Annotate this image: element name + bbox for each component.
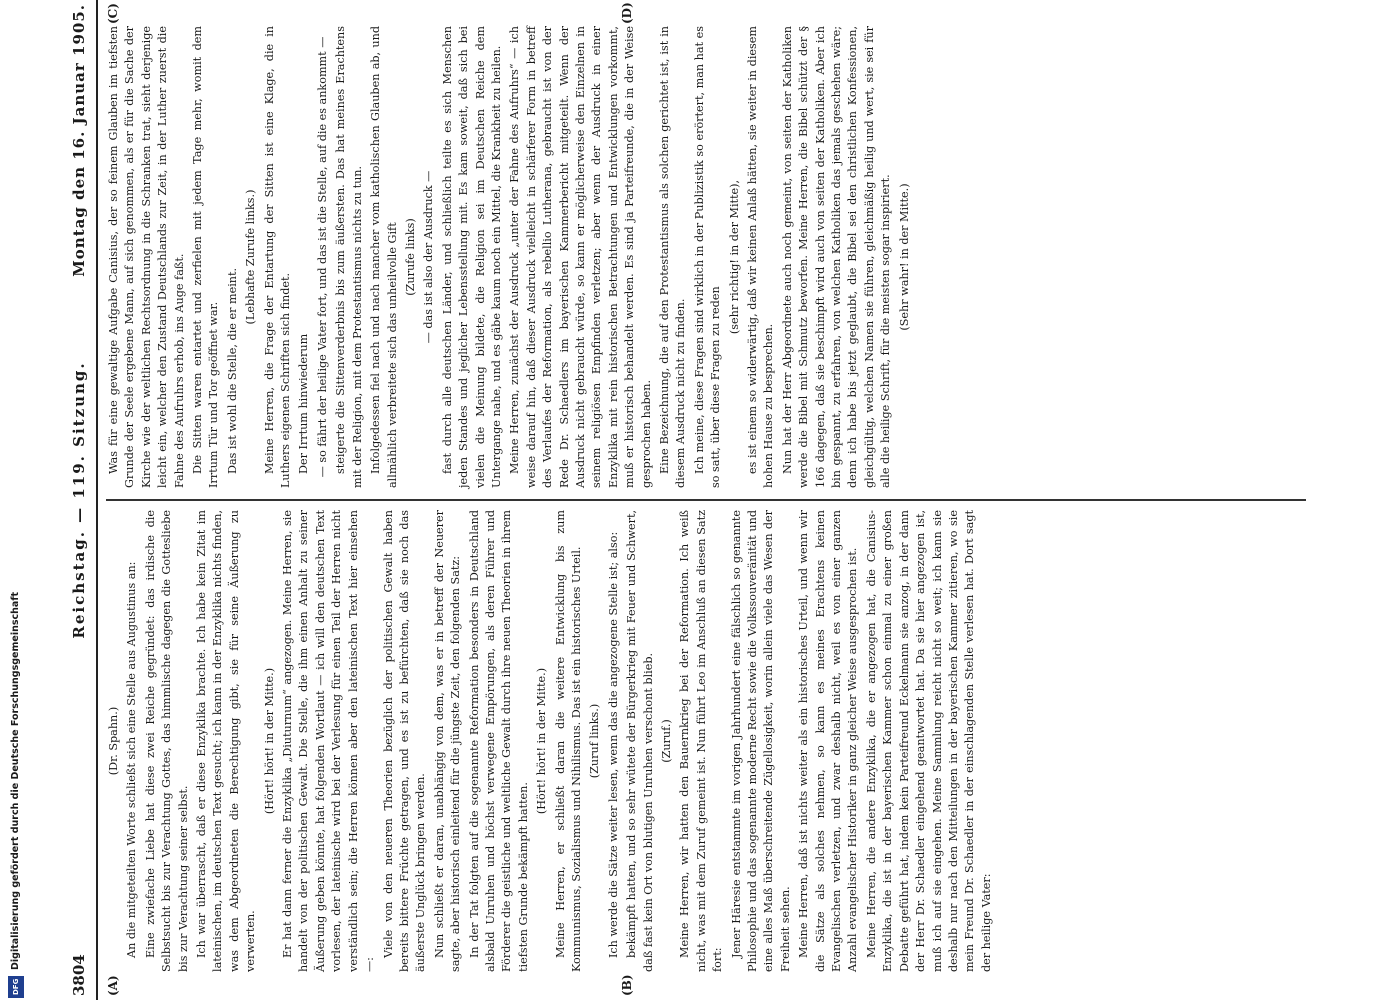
digitization-credit — [4, 592, 28, 1000]
paragraph: — das ist also der Ausdruck — — [422, 170, 436, 344]
paragraph: — so fährt der heilige Vater fort, und das ist die Stelle, auf die es ankommt — — [315, 36, 329, 478]
paragraph: Der Irrtum hinwiederum — [297, 333, 311, 474]
paragraph: Er hat dann ferner die Enzyklika „Diuturnum“ angezogen. Meine Herren, sie handelt von der politischen Gewalt. Die Stelle, die ihm einen Anhalt zu seiner Äußerung geben könnte, hat folgenden Wortlaut — ich will den deutschen Text vorlesen, der lateinische wird bei der Verlesung für einen Teil der Herren nicht verständlich sein; die Herren können aber den lateinischen Text hier einsehen —: — [281, 510, 377, 972]
text-column-left — [106, 510, 1306, 972]
session-title: Reichstag. — 119. Sitzung. — [70, 361, 88, 639]
paragraph: Meine Herren, daß ist nichts weiter als ein historisches Urteil, und wenn wir die Sätze als solches nehmen, so kann es meines Erachtens keinen Evangelischen verletzen, und zwar deshalb nicht, weil es von einer ganzen Anzahl evangelischer Historiker in ganz gleicher Weise ausgesprochen ist. — [797, 510, 860, 972]
paragraph: Eine zwiefache Liebe hat diese zwei Reiche gegründet: das irdische die Selbstsucht bis zur Verachtung Gottes, das himmlische dagegen die Gottesliebe bis zur Verachtung seiner selbst. — [143, 510, 190, 972]
paragraph: In der Tat folgten auf die sogenannte Reformation besonders in Deutschland alsbald Unruhen und höchst verwegene Empörungen, als deren Führer und Förderer die geistliche und weltliche Gewalt durch ihre neuen Theorien in ihrem tiefsten Grunde bekämpft hatten. — [467, 510, 530, 972]
paragraph: (Zuruf.) — [660, 719, 673, 763]
paragraph: (sehr richtig! in der Mitte), — [727, 179, 741, 335]
paragraph: fast durch alle deutschen Länder, und schließlich teilte es sich Menschen jeden Standes und jeglicher Lebensstellung mit. Es kam soweit, daß sich bei vielen die Meinung bildete, die Religion sei im Deutschen Reiche dem Untergange nahe, und es gäbe kaum noch ein Mittel, die Krankheit zu heilen. — [440, 26, 503, 488]
dfg-logo: DFG — [8, 976, 24, 998]
paragraph: Meine Herren, er schließt daran die weitere Entwicklung bis zum Kommunismus, Sozialismus und Nihilismus. Das ist ein historisches Urteil. — [553, 510, 583, 972]
paragraph: Viele von den neueren Theorien bezüglich der politischen Gewalt haben bereits bittere Früchte getragen, und es ist zu befürchten, daß sie noch das äußerste Unglück bringen werden. — [381, 510, 428, 972]
paragraph: Das ist wohl die Stelle, die er meint. — [225, 267, 239, 474]
paragraph: Was für eine gewaltige Aufgabe Canisius, der so feinem Glauben im tiefsten Grunde der Seele ergebene Mann, auf sich genommen, als er für die Sache der Kirche wie der weltlichen Rechtsordnung in die Schranken trat, sieht derjenige leicht ein, welcher den Zustand Deutschlands zur Zeit, in der Luther zuerst die Fahne des Aufruhrs erhob, ins Auge faßt. — [107, 26, 186, 488]
paragraph: Nun hat der Herr Abgeordnete auch noch gemeint, von seiten der Katholiken werde die Bibel mit Schmutz beworfen. Meine Herren, die Bibel schützt der § 166 dagegen, daß sie beschimpft wird auch von seiten der Katholiken. Aber ich bin gespannt, zu erfahren, von welchen Katholiken das jemals geschehen wäre; denn ich habe bis jetzt geglaubt, die Bibel sei den christlichen Konfessionen, gleichgültig, welchen Namen sie führen, gleichmäßig heilig und wert, sie sei für alle die heilige Schrift, für die meisten sogar inspiriert. — [780, 26, 893, 488]
paragraph: Die Sitten waren entartet und zerfielen mit jedem Tage mehr, womit dem Irrtum Tür und Tor geöffnet war. — [191, 26, 221, 488]
rotated-page — [60, 0, 1320, 1000]
paragraph: Meine Herren, die Frage der Entartung der Sitten ist eine Klage, die in Luthers eigenen Schriften sich findet. — [262, 26, 293, 488]
paragraph: es ist einem so widerwärtig, daß wir keinen Anlaß hätten, sie weiter in diesem hohen Hause zu besprechen. — [746, 26, 776, 488]
column-divider — [106, 500, 1306, 502]
paragraph: Meine Herren, wir hatten den Bauernkrieg bei der Reformation. Ich weiß nicht, was mit dem Zuruf gemeint ist. Nun führt Leo im Anschluß an diesen Satz fort: — [678, 510, 725, 972]
paragraph: Jener Häresie entstammte im vorigen Jahrhundert eine fälschlich so genannte Philosophie und das sogenannte moderne Recht sowie die Volkssouveränität und eine alles Maß überschreitende Zügellosigkeit, worin allein viele das Wesen der Freiheit sehen. — [729, 510, 792, 972]
paragraph: Ich werde die Sätze weiter lesen, wenn das die angezogene Stelle ist; also: — [606, 531, 620, 958]
paragraph: Meine Herren, zunächst der Ausdruck „unter der Fahne des Aufruhrs“ — ich weise darauf hin, daß dieser Ausdruck vielleicht in schärferer Form in betreff des Verlaufes der Reformation, als rebellio Lutherana, gebraucht ist von der Rede Dr. Schaedlers im bayerischen Kammerbericht mitgeteilt. Wenn der Ausdruck nicht gebraucht würde, so kann er möglicherweise den Einzelnen in seinem religiösen Empfinden verletzen; aber wenn der Ausdruck in einer Enzyklika mit rein historischen Betrachtungen und Entwicklungen vorkommt, muß er historisch behandelt werden. Es sind ja Parteifreunde, die in der Weise gesprochen haben. — [508, 26, 653, 488]
paragraph: (Zuruf links.) — [588, 703, 602, 779]
paragraph: (Dr. Spahn.) — [107, 706, 120, 776]
margin-marker-b: (B) — [620, 974, 634, 996]
paragraph: (Sehr wahr! in der Mitte.) — [897, 183, 911, 331]
page-number: 3804 — [70, 954, 88, 996]
paragraph: Eine Bezeichnung, die auf den Protestantismus als solchen gerichtet ist, ist in diesem Ausdruck nicht zu finden. — [658, 26, 688, 488]
paragraph: (Hört! hört! in der Mitte.) — [262, 667, 276, 815]
paragraph: (Zurufe links) — [403, 218, 417, 296]
session-date: Montag den 16. Januar 1905. — [70, 4, 88, 277]
paragraph: (Hört! hört! in der Mitte.) — [535, 667, 549, 815]
paragraph: Meine Herren, die andere Enzyklika, die er angezogen hat, die Canisius-Enzyklika, die ist in der bayerischen Kammer schon einmal zu einer großen Debatte geführt hat, indem kein Parteifreund Eckelmann sie anzog, in der dann der Herr Dr. Schaedler eingehend geantwortet hat. Da sie hier angezogen ist, muß ich auf sie eingehen. Meine Sammlung reicht nicht so weit; ich kann sie deshalb nur nach den Mitteilungen in der bayerischen Kammer zitieren, wo sie mein Freund Dr. Schaedler in der einschlagenden Stelle verlesen hat. Dort sagt der heilige Vater: — [864, 510, 993, 972]
credit-text: Digitalisierung gefördert durch die Deutsche Forschungsgemeinschaft — [10, 592, 21, 970]
page-header — [60, 0, 98, 1000]
text-column-right — [106, 26, 1306, 488]
margin-marker-d: (D) — [620, 2, 634, 24]
margin-marker-c: (C) — [106, 3, 120, 24]
paragraph: bekämpft hatten, und so sehr wütete der Bürgerkrieg mit Feuer und Schwert, daß fast kein Ort von blutigen Unruhen verschont blieb. — [625, 510, 655, 972]
paragraph: An die mitgeteilten Worte schließt sich eine Stelle aus Augustinus an: — [125, 561, 139, 958]
paragraph: Ich meine, diese Fragen sind wirklich in der Publizistik so erörtert, man hat es so satt, über diese Fragen zu reden — [692, 26, 723, 488]
paragraph: Ich war überrascht, daß er diese Enzyklika brachte. Ich habe kein Zitat im lateinischen, im deutschen Text gesucht; ich kann in der Enzyklika nichts finden, was dem Abgeordneten die Berechtigung gibt, sie für seine Äußerung zu verwerten. — [195, 510, 258, 972]
paragraph: Infolgedessen fiel nach und nach mancher vom katholischen Glauben ab, und allmählich verbreitete sich das unheilvolle Gift — [369, 26, 399, 488]
paragraph: Nun schließt er daran, unabhängig von dem, was er in betreff der Neuerer sagte, aber historisch einleitend für die jüngste Zeit, den folgenden Satz: — [432, 510, 463, 972]
margin-marker-a: (A) — [106, 975, 120, 996]
paragraph: (Lebhafte Zurufe links.) — [244, 189, 258, 325]
paragraph: steigerte die Sittenverderbnis bis zum äußersten. Das hat meines Erachtens mit der Religion, mit dem Protestantismus nichts zu tun. — [334, 26, 364, 488]
